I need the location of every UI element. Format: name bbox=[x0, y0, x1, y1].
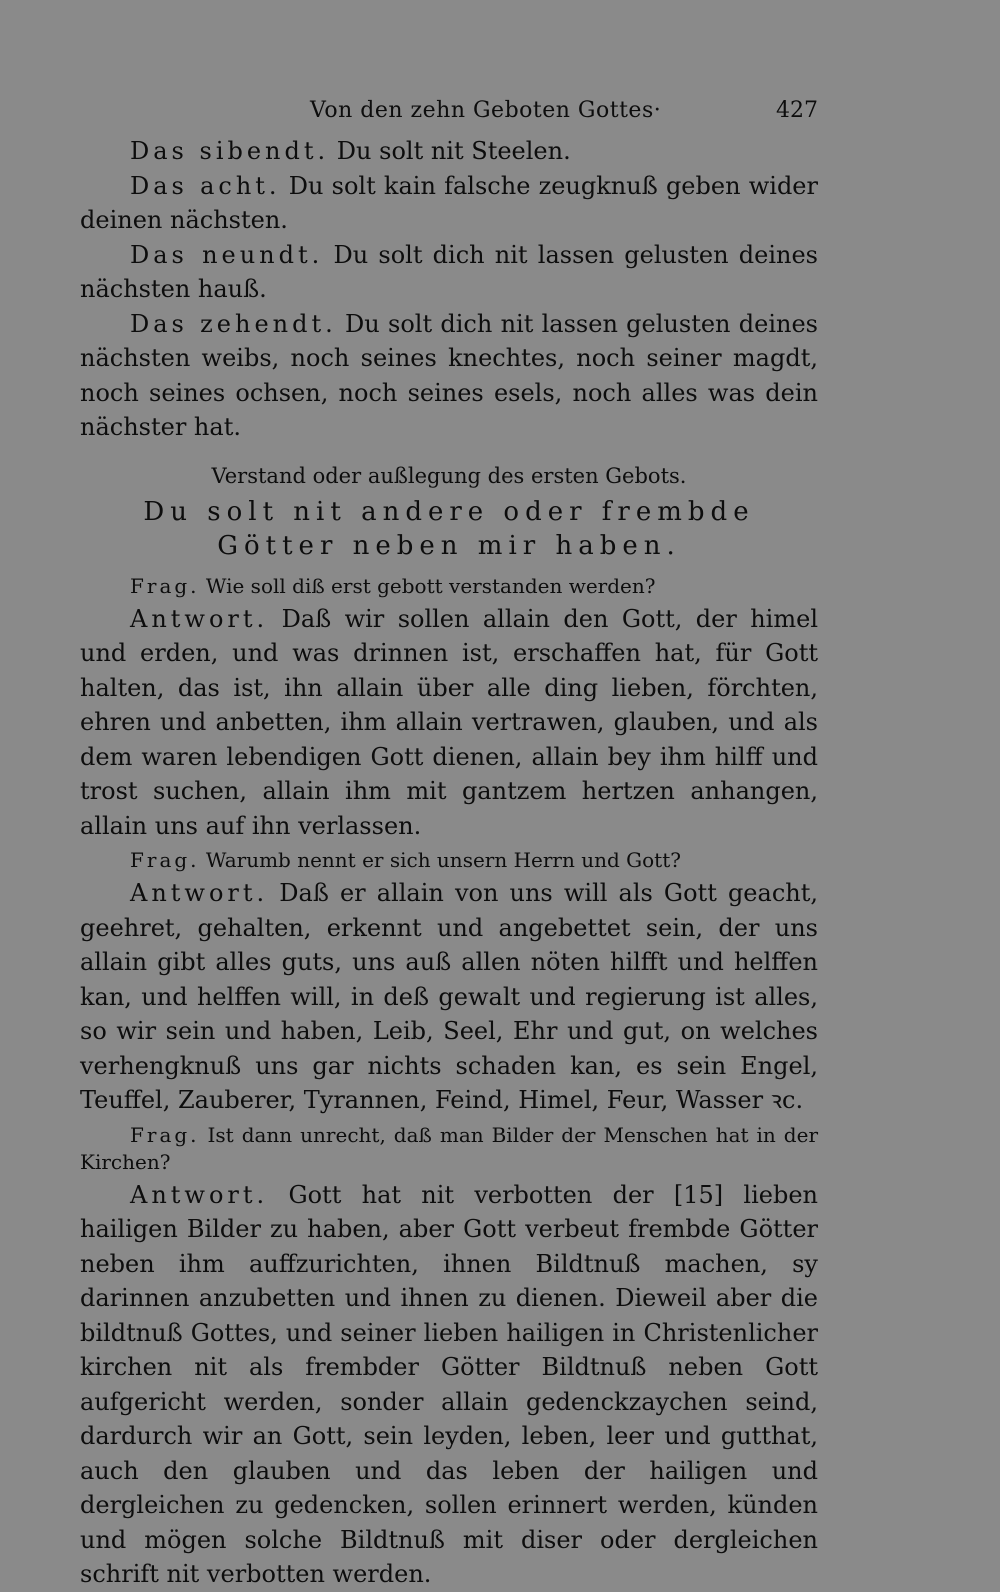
commandment-10 bbox=[80, 307, 818, 445]
question-2 bbox=[80, 847, 818, 874]
answer-label: Antwort. bbox=[130, 604, 269, 633]
question-label: Frag. bbox=[130, 848, 200, 872]
commandment-text: Du solt dich nit lassen gelusten deines nächsten hauß. bbox=[80, 240, 818, 303]
question-1 bbox=[80, 573, 818, 600]
answer-2 bbox=[80, 876, 818, 1118]
answer-label: Antwort. bbox=[130, 1180, 269, 1209]
page-number: 427 bbox=[776, 98, 818, 123]
answer-text: Daß wir sollen allain den Gott, der himel und erden, und was drinnen ist, erschaffen hat, für Gott halten, das ist, ihn allain über alle ding lieben, förchten, ehren und anbetten, ihm allain vertrawen, glauben, und als dem waren lebendigen Gott dienen, allain bey ihm hilff und trost suchen, allain ihm mit gantzem hertzen anhangen, allain uns auf ihn verlassen. bbox=[80, 604, 818, 840]
commandment-9 bbox=[80, 238, 818, 307]
commandment-label: Das neundt. bbox=[130, 240, 324, 269]
answer-label: Antwort. bbox=[130, 879, 269, 907]
question-text: Ist dann unrecht, daß man Bilder der Menschen hat in der Kirchen? bbox=[80, 1122, 818, 1174]
section-motto: Du solt nit andere oder frembde Götter neben mir haben. bbox=[143, 496, 755, 561]
commandment-text: Du solt dich nit lassen gelusten deines nächsten weibs, noch seines knechtes, noch seiner magdt, noch seines ochsen, noch seines esels, noch alles was dein nächster hat. bbox=[80, 309, 818, 441]
section-heading: Verstand oder außlegung des ersten Gebots. bbox=[211, 463, 687, 488]
commandment-8 bbox=[80, 169, 818, 238]
running-title: Von den zehn Geboten Gottes· bbox=[310, 98, 662, 123]
question-label: Frag. bbox=[130, 573, 200, 598]
answer-text: Gott hat nit verbotten der [15] lieben hailigen Bilder zu haben, aber Gott verbeut frembde Götter neben ihm auffzurichten, ihnen Bildtnuß machen, sy darinnen anzubetten und ihnen zu dienen. Dieweil aber die bildtnuß Gottes, und seiner lieben hailigen in Christenlicher kirchen nit als frembder Götter Bildtnuß neben Gott aufgericht werden, sonder allain gedenckzaychen seind, dardurch wir an Gott, sein leyden, leben, leer und gutthat, auch den glauben und das leben der hailigen und dergleichen zu gedencken, sollen erinnert werden, künden und mögen solche Bildtnuß mit diser oder dergleichen schrift nit verbotten werden. bbox=[80, 1180, 818, 1588]
book-page bbox=[80, 88, 818, 1592]
commandment-text: Du solt kain falsche zeugknuß geben wider deinen nächsten. bbox=[80, 171, 818, 234]
answer-3 bbox=[80, 1178, 818, 1592]
commandment-label: Das zehendt. bbox=[130, 309, 337, 338]
question-label: Frag. bbox=[130, 1122, 200, 1147]
commandment-7 bbox=[80, 134, 818, 169]
answer-1 bbox=[80, 602, 818, 844]
commandment-text: Du solt nit Steelen. bbox=[336, 137, 571, 165]
answer-text: Daß er allain von uns will als Gott geacht, geehret, gehalten, erkennt und angebettet sein, der uns allain gibt alles guts, uns auß allen nöten hilfft und helffen kan, und helffen will, in deß gewalt und regierung ist alles, so wir sein und haben, Leib, Seel, Ehr und gut, on welches verhengknuß uns gar nichts schaden kan, es sein Engel, Teuffel, Zauberer, Tyrannen, Feind, Himel, Feur, Wasser ꝛc. bbox=[80, 879, 818, 1114]
question-text: Wie soll diß erst gebott verstanden werden? bbox=[205, 573, 656, 598]
question-text: Warumb nennt er sich unsern Herrn und Gott? bbox=[205, 848, 681, 872]
question-3 bbox=[80, 1122, 818, 1176]
commandment-label: Das sibendt. bbox=[130, 137, 330, 165]
commandment-label: Das acht. bbox=[130, 171, 281, 200]
running-head bbox=[80, 88, 818, 134]
